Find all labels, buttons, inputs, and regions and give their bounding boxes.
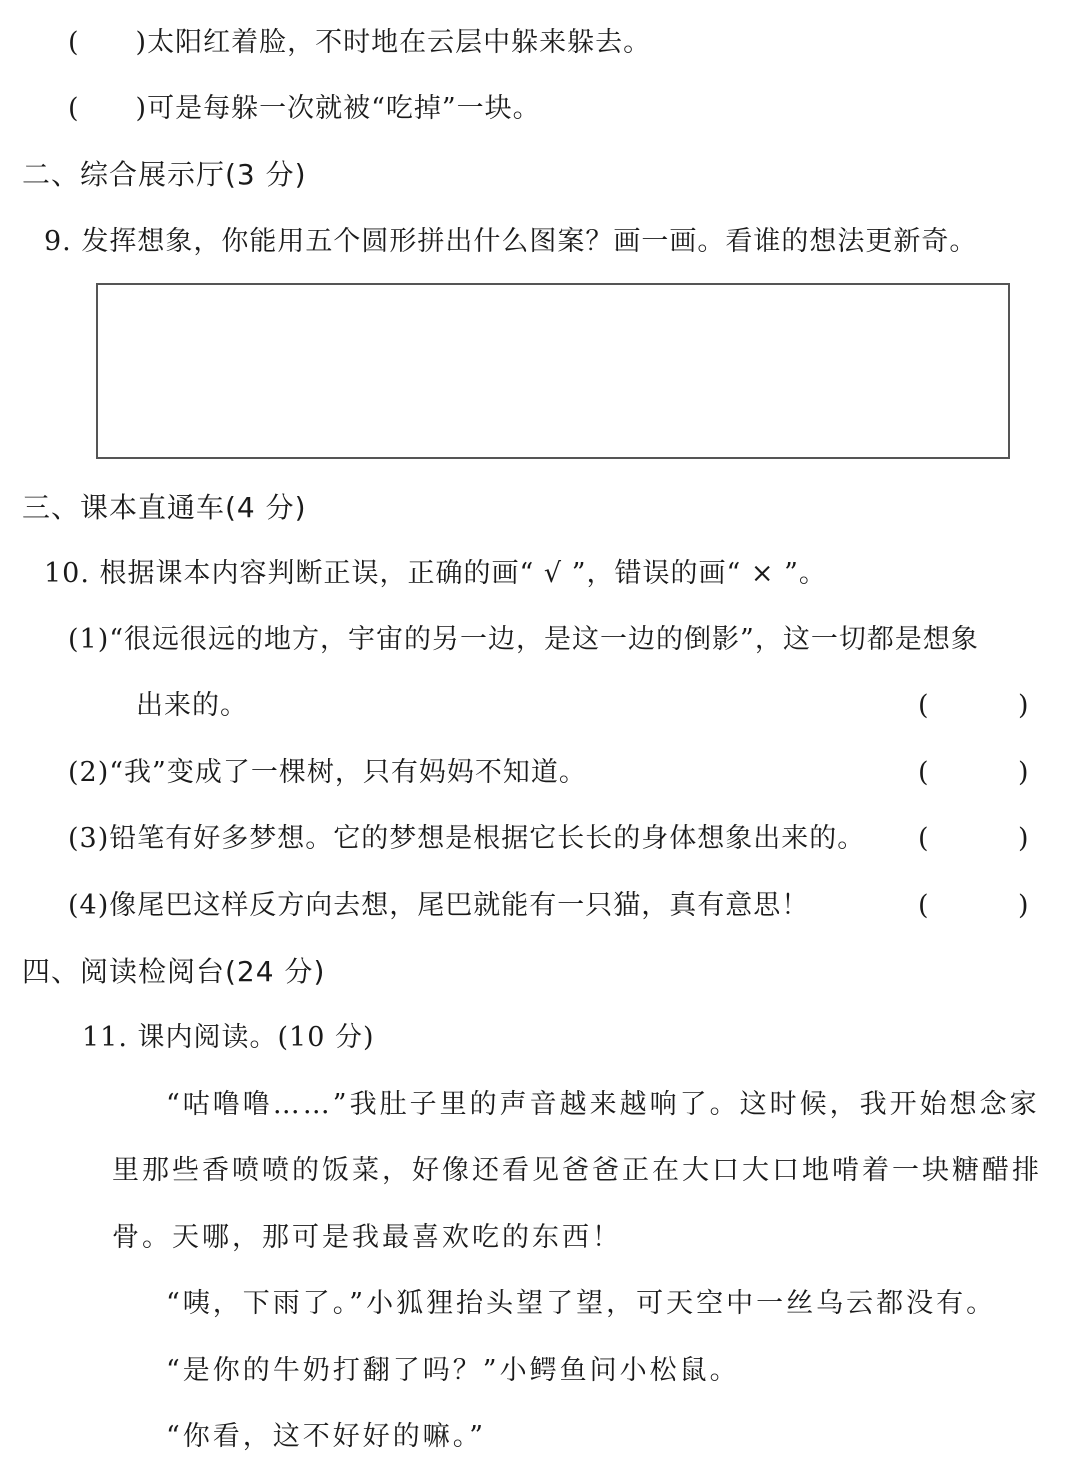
statement-1-line-1: (1)“很远很远的地方，宇宙的另一边，是这一边的倒影”，这一切都是想象 [68, 624, 979, 655]
passage-para-2: “咦，下雨了。”小狐狸抬头望了望，可天空中一丝乌云都没有。 [166, 1288, 997, 1319]
statement-4: (4)像尾巴这样反方向去想，尾巴就能有一只猫，真有意思！ [68, 890, 810, 921]
section-4-heading: 四、阅读检阅台(24 分) [22, 955, 326, 988]
answer-blank-3-open: ( [918, 823, 929, 854]
question-9: 9. 发挥想象，你能用五个圆形拼出什么图案？画一画。看谁的想法更新奇。 [44, 226, 978, 257]
passage-para-1-line-2: 里那些香喷喷的饭菜，好像还看见爸爸正在大口大口地啃着一块糖醋排 [112, 1155, 1042, 1186]
drawing-answer-box[interactable] [96, 283, 1010, 459]
section-3-heading: 三、课本直通车(4 分) [22, 491, 307, 524]
question-11: 11. 课内阅读。(10 分) [82, 1022, 375, 1053]
answer-blank-4-open: ( [918, 890, 929, 921]
answer-blank-1-close: ) [1018, 690, 1029, 721]
passage-para-1-line-3: 骨。天哪，那可是我最喜欢吃的东西！ [112, 1222, 622, 1253]
answer-blank-2-close: ) [1018, 757, 1029, 788]
passage-para-4: “你看，这不好好的嘛。” [166, 1421, 487, 1452]
section-2-heading: 二、综合展示厅(3 分) [22, 158, 307, 191]
statement-2: (2)“我”变成了一棵树，只有妈妈不知道。 [68, 757, 587, 788]
answer-blank-4-close: ) [1018, 890, 1029, 921]
question-10: 10. 根据课本内容判断正误，正确的画“ √ ”，错误的画“ × ”。 [44, 558, 827, 589]
statement-3: (3)铅笔有好多梦想。它的梦想是根据它长长的身体想象出来的。 [68, 823, 866, 854]
option-line-1: ( )太阳红着脸，不时地在云层中躲来躲去。 [68, 27, 652, 58]
statement-1-line-2: 出来的。 [136, 690, 248, 721]
answer-blank-3-close: ) [1018, 823, 1029, 854]
answer-blank-1-open: ( [918, 690, 929, 721]
answer-blank-2-open: ( [918, 757, 929, 788]
passage-para-1-line-1: “咕噜噜……”我肚子里的声音越来越响了。这时候，我开始想念家 [166, 1089, 1040, 1120]
passage-para-3: “是你的牛奶打翻了吗？”小鳄鱼问小松鼠。 [166, 1355, 740, 1386]
option-line-2: ( )可是每躲一次就被“吃掉”一块。 [68, 93, 541, 124]
